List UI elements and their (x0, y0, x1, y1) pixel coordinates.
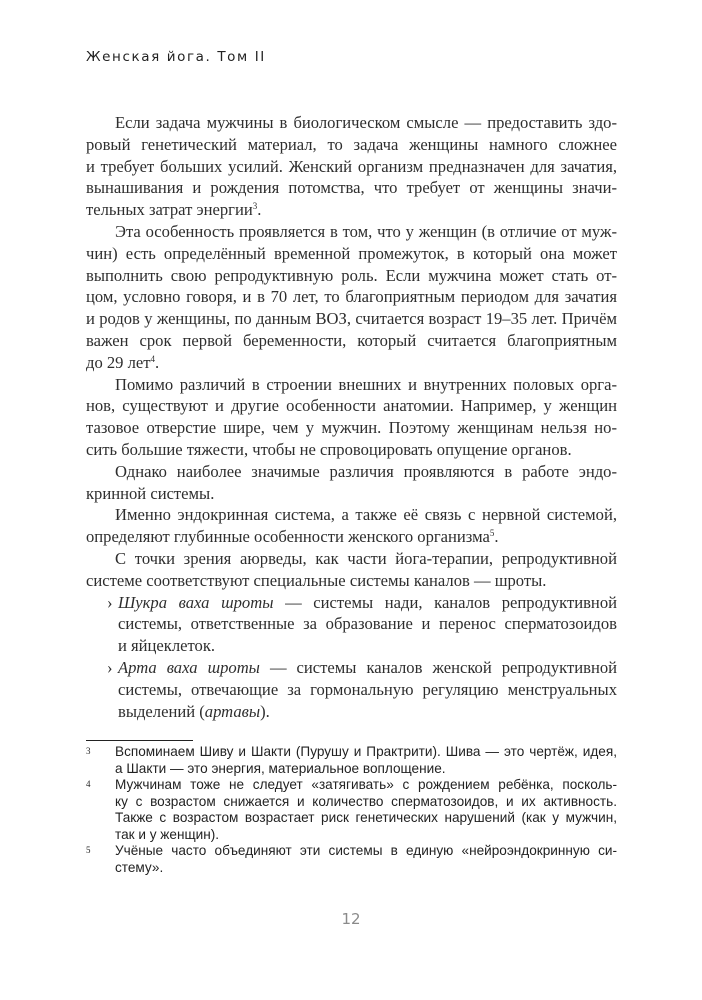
text-segment: выполнить свою репродуктивную роль. Если мужчина может стать от- (86, 265, 617, 285)
footnote-reference: 4 (150, 353, 156, 364)
text-segment: чин) есть определённый временной промежуток, в который она может (86, 243, 617, 263)
text-segment: . (494, 527, 499, 547)
text-line (86, 199, 617, 221)
footnote-number: 3 (86, 746, 91, 756)
paragraph (86, 374, 617, 461)
italic-term: Шукра ваха шроты (118, 592, 274, 612)
text-line (115, 744, 617, 761)
text-segment: системе соответствуют специальные системы каналов — шроты. (86, 570, 547, 590)
text-segment: ). (260, 701, 270, 721)
text-line (115, 777, 617, 794)
paragraph (86, 504, 617, 548)
text-line (115, 794, 617, 811)
text-line (86, 461, 617, 483)
text-line (86, 395, 617, 417)
main-text (86, 112, 617, 722)
text-line (115, 843, 617, 860)
paragraph (86, 221, 617, 374)
text-segment: и родов у женщины, по данным ВОЗ, считается возраст 19–35 лет. Причём (86, 309, 617, 329)
text-segment: — системы каналов женской репродуктивной (259, 657, 617, 677)
text-segment: цом, условно говоря, и в 70 лет, то благоприятным периодом для зачатия (86, 287, 617, 307)
text-line (86, 570, 617, 592)
text-line (86, 526, 617, 548)
italic-term: Арта ваха шроты (118, 657, 260, 677)
text-segment: важен срок первой беременности, который считается благоприятным (86, 330, 617, 350)
paragraph (86, 461, 617, 505)
text-line (115, 761, 617, 778)
text-line (86, 308, 617, 330)
page-number: 12 (341, 910, 361, 928)
footnote-reference: 3 (252, 201, 258, 212)
text-segment: тельных затрат энергии (86, 200, 253, 220)
text-line (115, 810, 617, 827)
text-segment: тазовое отверстие шире, чем у мужчин. Поэтому женщинам нельзя но- (86, 418, 617, 438)
text-line (118, 657, 617, 679)
text-segment: сить большие тяжести, чтобы не спровоцировать опущение органов. (86, 439, 572, 459)
text-segment: и яйцеклеток. (118, 636, 216, 656)
paragraph (86, 548, 617, 592)
text-line (86, 112, 617, 134)
text-segment: до 29 лет (86, 352, 151, 372)
text-segment: — системы нади, каналов репродуктивной (273, 592, 617, 612)
text-segment: С точки зрения аюрведы, как части йога-терапии, репродуктивной (115, 548, 617, 568)
text-segment: Также с возрастом возрастает риск генетических нарушений (как у мужчин, (115, 810, 617, 825)
text-line (86, 134, 617, 156)
text-segment: Учёные часто объединяют эти системы в единую «нейроэндокринную си- (115, 843, 617, 858)
text-line (86, 483, 617, 505)
footnote-divider (86, 740, 193, 741)
footnote (86, 843, 617, 876)
text-line (86, 243, 617, 265)
text-line (86, 374, 617, 396)
text-segment: так и у женщин). (115, 826, 220, 842)
text-segment: системы, отвечающие за гормональную регуляцию менструальных (118, 679, 617, 699)
text-segment: Помимо различий в строении внешних и внутренних половых орга- (115, 374, 617, 394)
text-line (86, 548, 617, 570)
paragraph (86, 112, 617, 221)
text-line (118, 613, 617, 635)
bullet-chevron-icon: › (107, 592, 113, 612)
text-line (86, 439, 617, 461)
text-segment: нов, существуют и другие особенности анатомии. Например, у женщин (86, 396, 617, 416)
text-line (86, 352, 617, 374)
text-segment: Мужчинам тоже не следует «затягивать» с рождением ребёнка, посколь- (115, 777, 617, 792)
text-segment: и требует больших усилий. Женский организм предназначен для зачатия, (86, 156, 617, 176)
text-line (86, 330, 617, 352)
text-segment: Именно эндокринная система, а также её связь с нервной системой, (115, 505, 617, 525)
text-segment: системы, ответственные за образование и перенос сперматозоидов (118, 614, 617, 634)
italic-term: артавы (204, 701, 261, 721)
text-segment: Однако наиболее значимые различия проявляются в работе эндо- (115, 461, 617, 481)
footnote-number: 5 (86, 845, 91, 855)
text-line (118, 701, 617, 723)
text-segment: вынашивания и рождения потомства, что требует от женщины значи- (86, 178, 617, 198)
text-line (86, 286, 617, 308)
text-line (86, 417, 617, 439)
bullet-list-item (86, 657, 617, 722)
footnote (86, 777, 617, 843)
text-line (115, 827, 617, 844)
text-line (118, 635, 617, 657)
footnotes (86, 744, 617, 876)
text-line (86, 221, 617, 243)
text-segment: Если задача мужчины в биологическом смысле — предоставить здо- (115, 113, 617, 132)
bullet-list-item (86, 592, 617, 657)
text-segment: . (257, 200, 262, 220)
text-line (86, 265, 617, 287)
text-segment: стему». (115, 859, 164, 875)
text-line (118, 679, 617, 701)
text-segment: Эта особенность проявляется в том, что у женщин (в отличие от муж- (115, 221, 617, 241)
text-segment: определяют глубинные особенности женского организма (86, 527, 490, 547)
text-line (86, 177, 617, 199)
running-head-title: Женская йога. Том II (86, 49, 266, 65)
footnote-reference: 5 (489, 528, 495, 539)
text-segment: . (155, 352, 160, 372)
text-line (115, 860, 617, 877)
text-segment: Вспоминаем Шиву и Шакти (Пурушу и Практрити). Шива — это чертёж, идея, (115, 744, 617, 759)
text-segment: ровый генетический материал, то задача женщины намного сложнее (86, 134, 617, 154)
bullet-chevron-icon: › (107, 657, 113, 677)
text-segment: выделений ( (118, 701, 205, 721)
text-line (86, 156, 617, 178)
footnote (86, 744, 617, 777)
text-line (86, 504, 617, 526)
footnote-number: 4 (86, 779, 91, 789)
text-segment: а Шакти — это энергия, материальное воплощение. (115, 760, 446, 776)
text-line (118, 592, 617, 614)
text-segment: кринной системы. (86, 483, 215, 503)
text-segment: ку с возрастом снижается и количество сперматозоидов, и их активность. (115, 793, 617, 809)
